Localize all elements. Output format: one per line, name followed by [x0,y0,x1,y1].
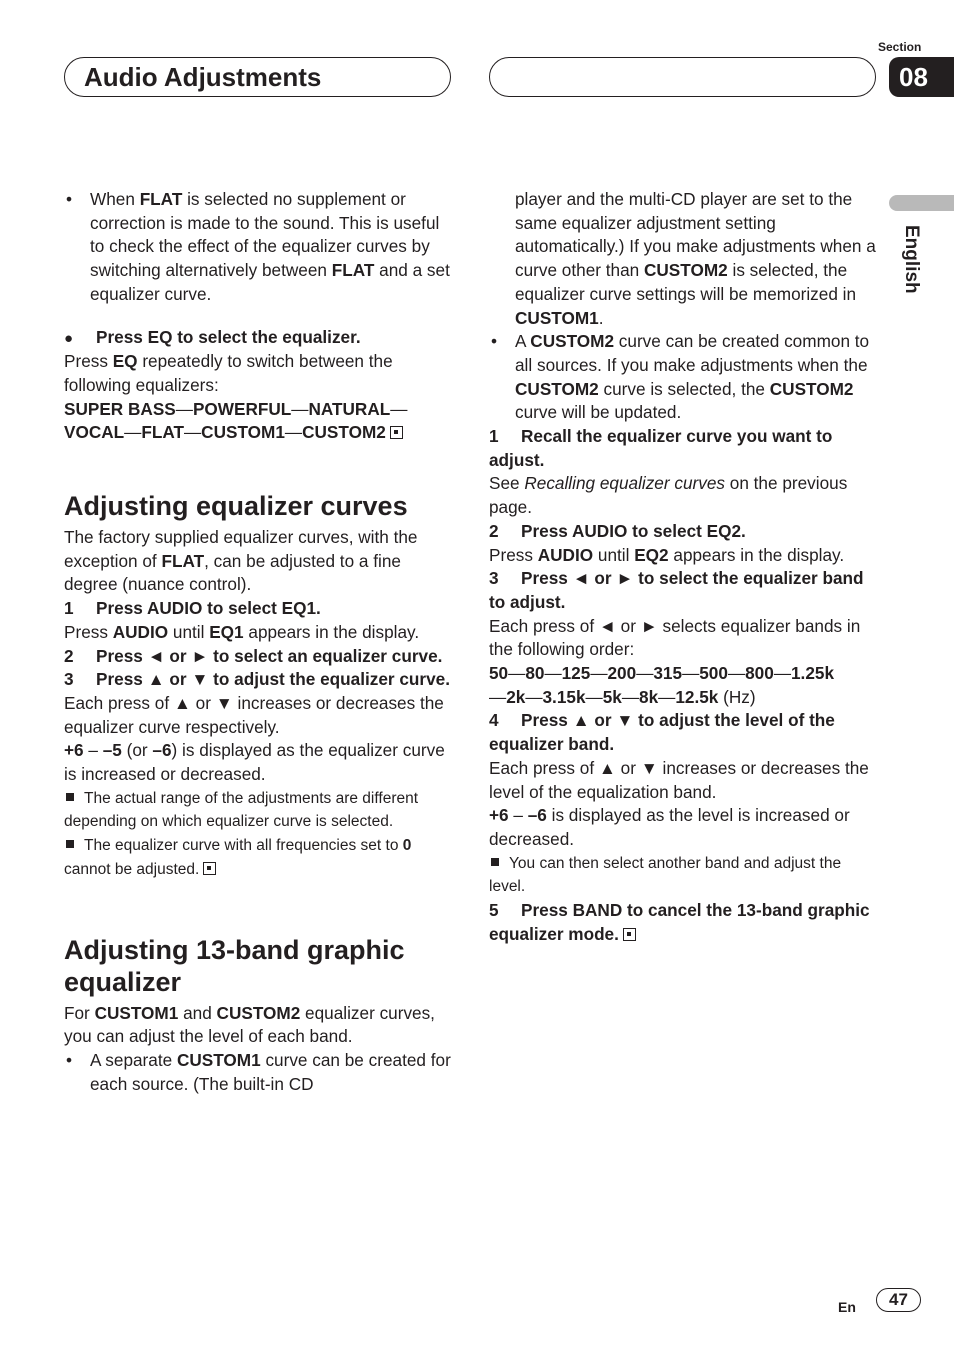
step-title: Press AUDIO to select EQ1. [96,598,321,619]
text-bold: CUSTOM2 [769,378,854,399]
step-number: 5 [489,900,499,921]
text-bold: CUSTOM2 [530,331,615,352]
text-bold: CUSTOM2 [643,260,728,281]
step-number: 2 [64,645,74,666]
eq-item: VOCAL [64,422,125,443]
text: appears in the display. [668,544,845,565]
band-item: 50 [489,663,509,684]
step-number: 4 [489,710,499,731]
text-bold: EQ [112,351,138,372]
band-unit: (Hz) [718,686,756,707]
band-intro [64,1002,454,1049]
text: repeatedly to switch between the following equalizers: [64,351,393,395]
step-title: Press EQ to select the equalizer. [96,326,361,347]
text: curve will be updated. [515,402,682,423]
r-step-4-heading [489,709,881,756]
step-title: Press ▲ or ▼ to adjust the level of the equalizer band. [489,710,835,755]
end-mark-icon [390,426,403,439]
eq-item: FLAT [141,422,184,443]
right-column [489,188,881,947]
text: . [598,307,604,328]
text-bold: +6 [64,740,84,761]
step-2-heading [64,645,454,669]
text: until [168,621,210,642]
band-item: 500 [699,663,728,684]
band-item: 315 [653,663,683,684]
note-square-icon [66,793,74,801]
step-3-heading [64,668,454,692]
dash: — [658,686,676,707]
equalizer-list [64,398,454,445]
text: – [83,740,103,761]
dash: — [284,422,303,443]
dash: — [682,663,700,684]
curves-intro [64,526,454,597]
page-title: Audio Adjustments [84,62,322,92]
bullet-dot: • [491,331,498,352]
r-step-1-heading [489,425,881,472]
step-number: 1 [489,426,499,447]
step-number: 3 [489,568,499,589]
eq-item: SUPER BASS [64,398,176,419]
note-square-icon [491,858,499,866]
language-tab-marker [889,195,954,211]
step-number: 3 [64,669,74,690]
text: and [178,1002,217,1023]
text: is selected, the equalizer curve settings will be memorized in [515,260,857,304]
text-bold: AUDIO [112,621,169,642]
text-bold: CUSTOM2 [216,1002,301,1023]
section-number: 08 [889,57,954,97]
step-1-body [64,621,454,645]
band-item: 12.5k [675,686,719,707]
text: – [508,805,528,826]
note-square-icon [66,840,74,848]
eq-item: POWERFUL [192,398,292,419]
dash: — [183,422,202,443]
r-step-5-heading [489,899,881,946]
heading-13-band: Adjusting 13-band graphic equalizer [64,934,405,997]
dash: — [291,398,309,419]
text: curve is selected, the [598,378,770,399]
text: until [593,544,635,565]
step-1-heading [64,597,454,621]
note-1 [64,787,454,834]
end-mark-icon [203,862,216,875]
text-bold: FLAT [161,550,205,571]
text: Press [64,351,113,372]
text-bold: 0 [402,837,412,855]
step-title: Press ◄ or ► to select an equalizer curve. [96,645,443,666]
r-step-1-body [489,472,881,519]
dash: — [544,663,562,684]
custom1-continued [489,188,881,330]
r-step-2-heading [489,520,881,544]
band-item: 1.25k [791,663,835,684]
flat-bullet [64,188,454,307]
step-number: 1 [64,598,74,619]
r-step-3-body: Each press of ◄ or ► selects equalizer bands in the following order: [489,615,861,660]
dash: — [525,686,543,707]
section-label: Section [878,40,922,54]
eq-step-heading [64,326,454,351]
text: A [515,331,531,352]
bullet-dot: • [66,1049,73,1070]
dash: — [489,686,507,707]
note-text: The equalizer curve with all frequencies set to [84,837,403,855]
step-3-range [64,739,454,786]
eq-item: CUSTOM2 [302,422,386,443]
text: A separate [90,1049,177,1070]
page-number: 47 [876,1288,921,1312]
custom1-bullet [64,1049,454,1096]
heading-adjusting-curves: Adjusting equalizer curves [64,491,408,522]
text: is selected no supplement or correction is made to the sound. This is useful to check the effect of the equalizer curves by switching alternatively between [90,189,440,281]
text: The factory supplied equalizer curves, with the exception of [64,527,418,571]
text-bold: CUSTOM2 [515,378,599,399]
language-tab [892,225,932,315]
eq-step-body [64,350,454,397]
band-item: 200 [607,663,637,684]
r-note [489,852,881,899]
text-bold: CUSTOM1 [515,307,599,328]
text: Press [489,544,538,565]
text-bold: –6 [527,805,547,826]
dash: — [590,663,608,684]
band-item: 5k [602,686,622,707]
text: , can be adjusted to a fine degree (nuance control). [64,550,401,595]
filled-bullet-icon: ● [64,329,74,347]
note-text: cannot be adjusted. [64,860,200,878]
dash: — [585,686,603,707]
text: is displayed as the level is increased or decreased. [489,805,850,849]
dash: — [636,663,654,684]
band-list [489,662,881,709]
note-text: The actual range of the adjustments are different depending on which equalizer curve is selected. [64,789,419,831]
text: curve can be created for each source. (The built-in CD [90,1049,451,1094]
band-item: 8k [639,686,659,707]
dash: — [390,398,408,419]
step-title: Press AUDIO to select EQ2. [521,520,746,541]
text: See [489,473,525,494]
band-item: 3.15k [542,686,586,707]
text: appears in the display. [243,621,420,642]
text-bold: FLAT [331,260,375,281]
band-item: 125 [561,663,591,684]
language-label: English [901,225,922,294]
text: equalizer curves, you can adjust the level of each band. [64,1002,435,1047]
r-step-2-body [489,544,881,568]
text: on the previous page. [489,473,848,518]
band-item: 800 [745,663,774,684]
text-bold: EQ2 [634,544,669,565]
text-bold: –5 [102,740,122,761]
text-bold: +6 [489,805,509,826]
dash: — [175,398,193,419]
dash: — [727,663,746,684]
bullet-dot: • [66,189,73,209]
footer-language: En [838,1299,856,1315]
r-step-3-heading [489,567,881,614]
eq-item: CUSTOM1 [201,422,285,443]
step-title: Press ◄ or ► to select the equalizer band to adjust. [489,568,864,612]
dash: — [124,422,142,443]
text: player and the multi-CD player are set to the same equalizer adjustment setting automatically.) If you make adjustments when a curve other than [515,189,876,281]
text-bold: AUDIO [537,544,594,565]
band-item: 2k [506,686,526,707]
text: When [90,189,140,209]
step-title: Press ▲ or ▼ to adjust the equalizer curve. [96,669,451,690]
text: (or [121,740,153,761]
text: curve can be created common to all sources. If you make adjustments when the [515,331,870,375]
custom2-bullet [489,330,881,425]
header-blank-box [489,57,876,97]
left-column [64,188,454,1096]
step-3-body: Each press of ▲ or ▼ increases or decreases the equalizer curve respectively. [64,692,444,737]
eq-item: NATURAL [308,398,391,419]
text-bold: –6 [152,740,172,761]
text: Press [64,621,113,642]
note-text: You can then select another band and adjust the level. [489,854,842,896]
text: and a set equalizer curve. [90,260,450,304]
text-bold: FLAT [139,189,183,209]
r-step-4-body: Each press of ▲ or ▼ increases or decreases the level of the equalization band. [489,757,869,802]
text-bold: CUSTOM1 [176,1049,261,1070]
text: For [64,1002,95,1023]
end-mark-icon [623,928,636,941]
note-2 [64,834,454,881]
text-italic: Recalling equalizer curves [524,473,725,494]
step-title: Press BAND to cancel the 13-band graphic equalizer mode. [489,900,870,944]
text: ) is displayed as the equalizer curve is increased or decreased. [64,740,445,785]
step-number: 2 [489,520,499,541]
text-bold: EQ1 [209,621,244,642]
text-bold: CUSTOM1 [94,1002,179,1023]
step-title: Recall the equalizer curve you want to adjust. [489,426,833,470]
band-item: 80 [525,663,545,684]
r-step-4-range [489,804,881,851]
dash: — [773,663,791,684]
dash: — [508,663,526,684]
dash: — [621,686,640,707]
